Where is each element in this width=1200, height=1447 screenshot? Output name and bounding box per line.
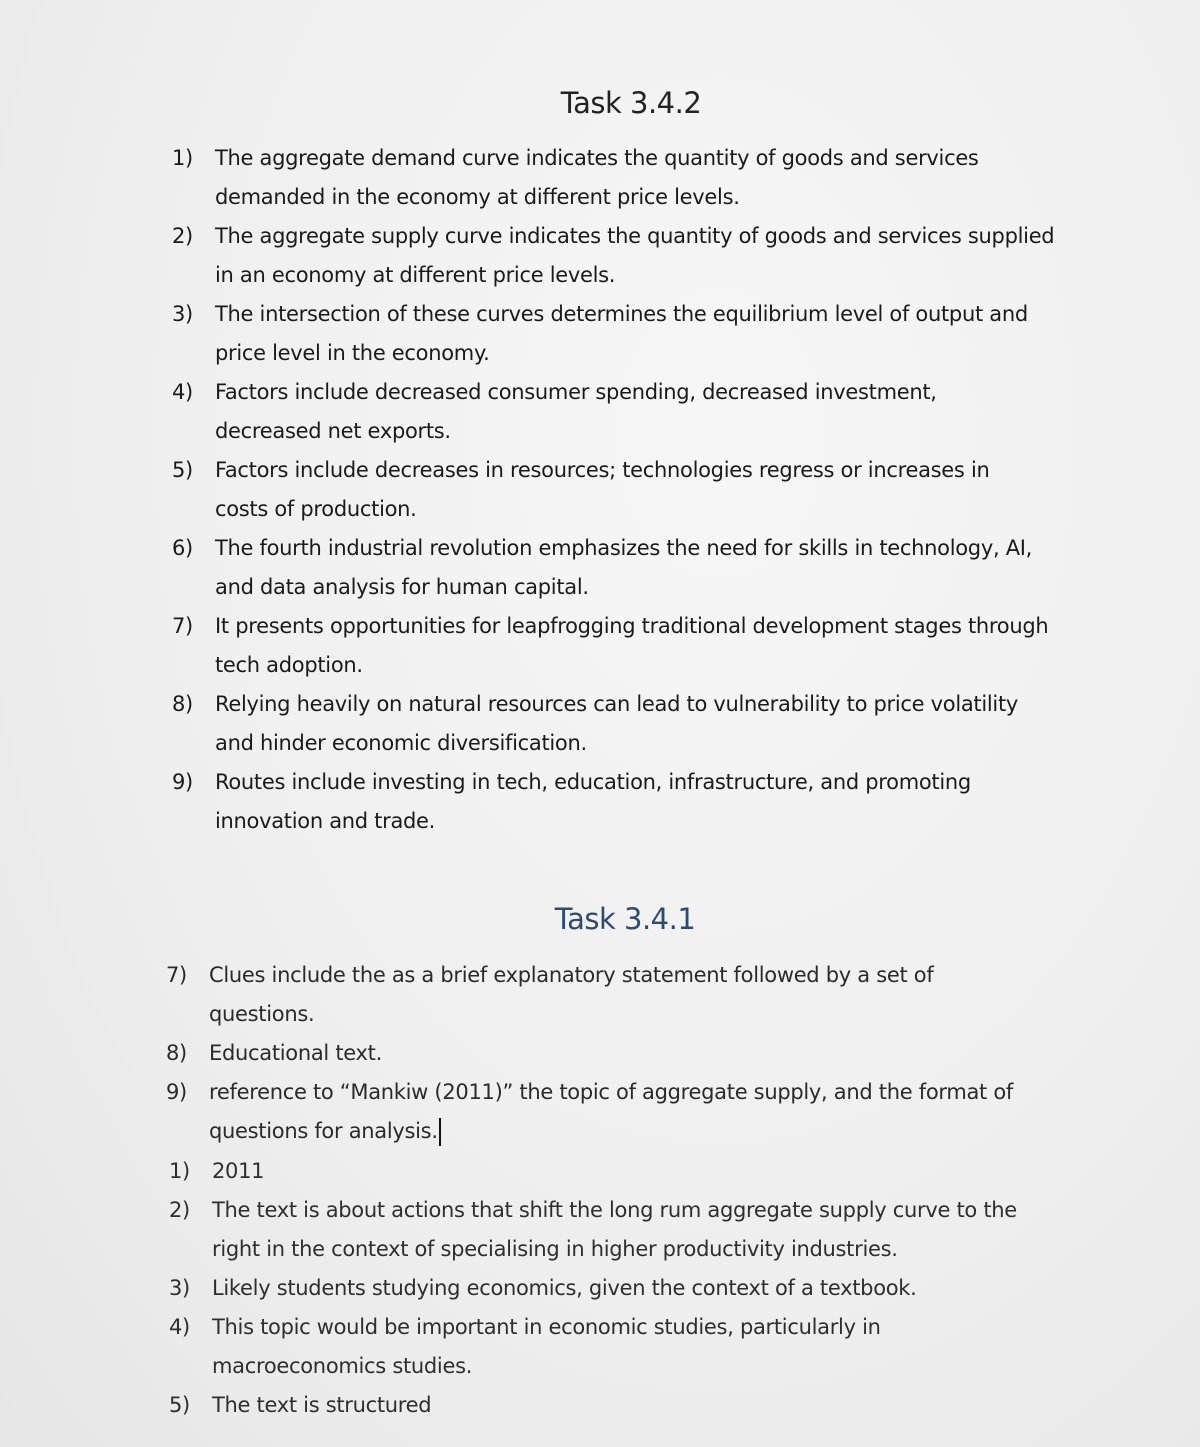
- list-item: [172, 529, 1132, 607]
- item-line: costs of production.: [215, 497, 417, 521]
- item-number: 8): [172, 692, 193, 716]
- item-line: tech adoption.: [215, 653, 363, 677]
- item-number: 2): [172, 224, 193, 248]
- item-number: 7): [166, 963, 187, 987]
- item-line: questions.: [209, 1002, 315, 1026]
- item-number: 6): [172, 536, 193, 560]
- task-3-4-1-list-part2: [169, 1152, 1129, 1425]
- list-item: [172, 763, 1132, 841]
- item-number: 8): [166, 1041, 187, 1065]
- task-3-4-2-heading: [0, 86, 1200, 120]
- list-item: [169, 1152, 1129, 1191]
- item-number: 1): [172, 146, 193, 170]
- item-line: decreased net exports.: [215, 419, 451, 443]
- item-line: Clues include the as a brief explanatory statement followed by a set of: [209, 963, 934, 987]
- item-line: right in the context of specialising in higher productivity industries.: [212, 1237, 898, 1261]
- task-3-4-2-list: [172, 139, 1132, 841]
- task-3-4-1-heading: [0, 902, 1200, 936]
- item-line: The aggregate supply curve indicates the quantity of goods and services supplied: [215, 224, 1055, 248]
- item-line: It presents opportunities for leapfrogging traditional development stages through: [215, 614, 1049, 638]
- item-line: and data analysis for human capital.: [215, 575, 589, 599]
- list-item: [172, 217, 1132, 295]
- list-item: [172, 373, 1132, 451]
- item-line: [209, 1112, 1126, 1151]
- list-item: [166, 1034, 1126, 1073]
- item-line: in an economy at different price levels.: [215, 263, 616, 287]
- item-number: 3): [169, 1276, 190, 1300]
- item-line-text: questions for analysis.: [209, 1119, 438, 1143]
- item-number: 5): [172, 458, 193, 482]
- item-line: Educational text.: [209, 1041, 382, 1065]
- task-3-4-2-title: Task 3.4.2: [560, 86, 702, 120]
- item-line: Likely students studying economics, given the context of a textbook.: [212, 1276, 917, 1300]
- item-line: 2011: [212, 1159, 265, 1183]
- text-cursor: [439, 1118, 441, 1146]
- item-number: 1): [169, 1159, 190, 1183]
- item-line: reference to “Mankiw (2011)” the topic of aggregate supply, and the format of: [209, 1080, 1014, 1104]
- item-number: 5): [169, 1393, 190, 1417]
- item-line: The text is structured: [212, 1393, 432, 1417]
- list-item: [169, 1386, 1129, 1425]
- item-line: Routes include investing in tech, education, infrastructure, and promoting: [215, 770, 971, 794]
- task-3-4-1-title: Task 3.4.1: [554, 902, 696, 936]
- item-number: 3): [172, 302, 193, 326]
- item-line: The aggregate demand curve indicates the quantity of goods and services: [215, 146, 979, 170]
- list-item: [166, 956, 1126, 1034]
- list-item: [169, 1269, 1129, 1308]
- item-line: Relying heavily on natural resources can lead to vulnerability to price volatility: [215, 692, 1019, 716]
- list-item: [172, 607, 1132, 685]
- item-number: 4): [169, 1315, 190, 1339]
- list-item: [166, 1073, 1126, 1151]
- item-line: price level in the economy.: [215, 341, 490, 365]
- item-number: 9): [166, 1080, 187, 1104]
- item-line: and hinder economic diversification.: [215, 731, 587, 755]
- list-item: [169, 1308, 1129, 1386]
- item-number: 7): [172, 614, 193, 638]
- list-item: [172, 451, 1132, 529]
- item-line: macroeconomics studies.: [212, 1354, 473, 1378]
- list-item: [172, 295, 1132, 373]
- item-line: innovation and trade.: [215, 809, 436, 833]
- item-line: The intersection of these curves determines the equilibrium level of output and: [215, 302, 1028, 326]
- task-3-4-1-list-part1: [166, 956, 1126, 1151]
- item-line: The text is about actions that shift the long rum aggregate supply curve to the: [212, 1198, 1017, 1222]
- list-item: [172, 139, 1132, 217]
- list-item: [169, 1191, 1129, 1269]
- item-line: The fourth industrial revolution emphasizes the need for skills in technology, AI,: [215, 536, 1033, 560]
- item-line: demanded in the economy at different price levels.: [215, 185, 740, 209]
- item-number: 2): [169, 1198, 190, 1222]
- item-number: 9): [172, 770, 193, 794]
- list-item: [172, 685, 1132, 763]
- item-line: Factors include decreased consumer spending, decreased investment,: [215, 380, 937, 404]
- item-line: This topic would be important in economic studies, particularly in: [212, 1315, 881, 1339]
- item-number: 4): [172, 380, 193, 404]
- item-line: Factors include decreases in resources; technologies regress or increases in: [215, 458, 990, 482]
